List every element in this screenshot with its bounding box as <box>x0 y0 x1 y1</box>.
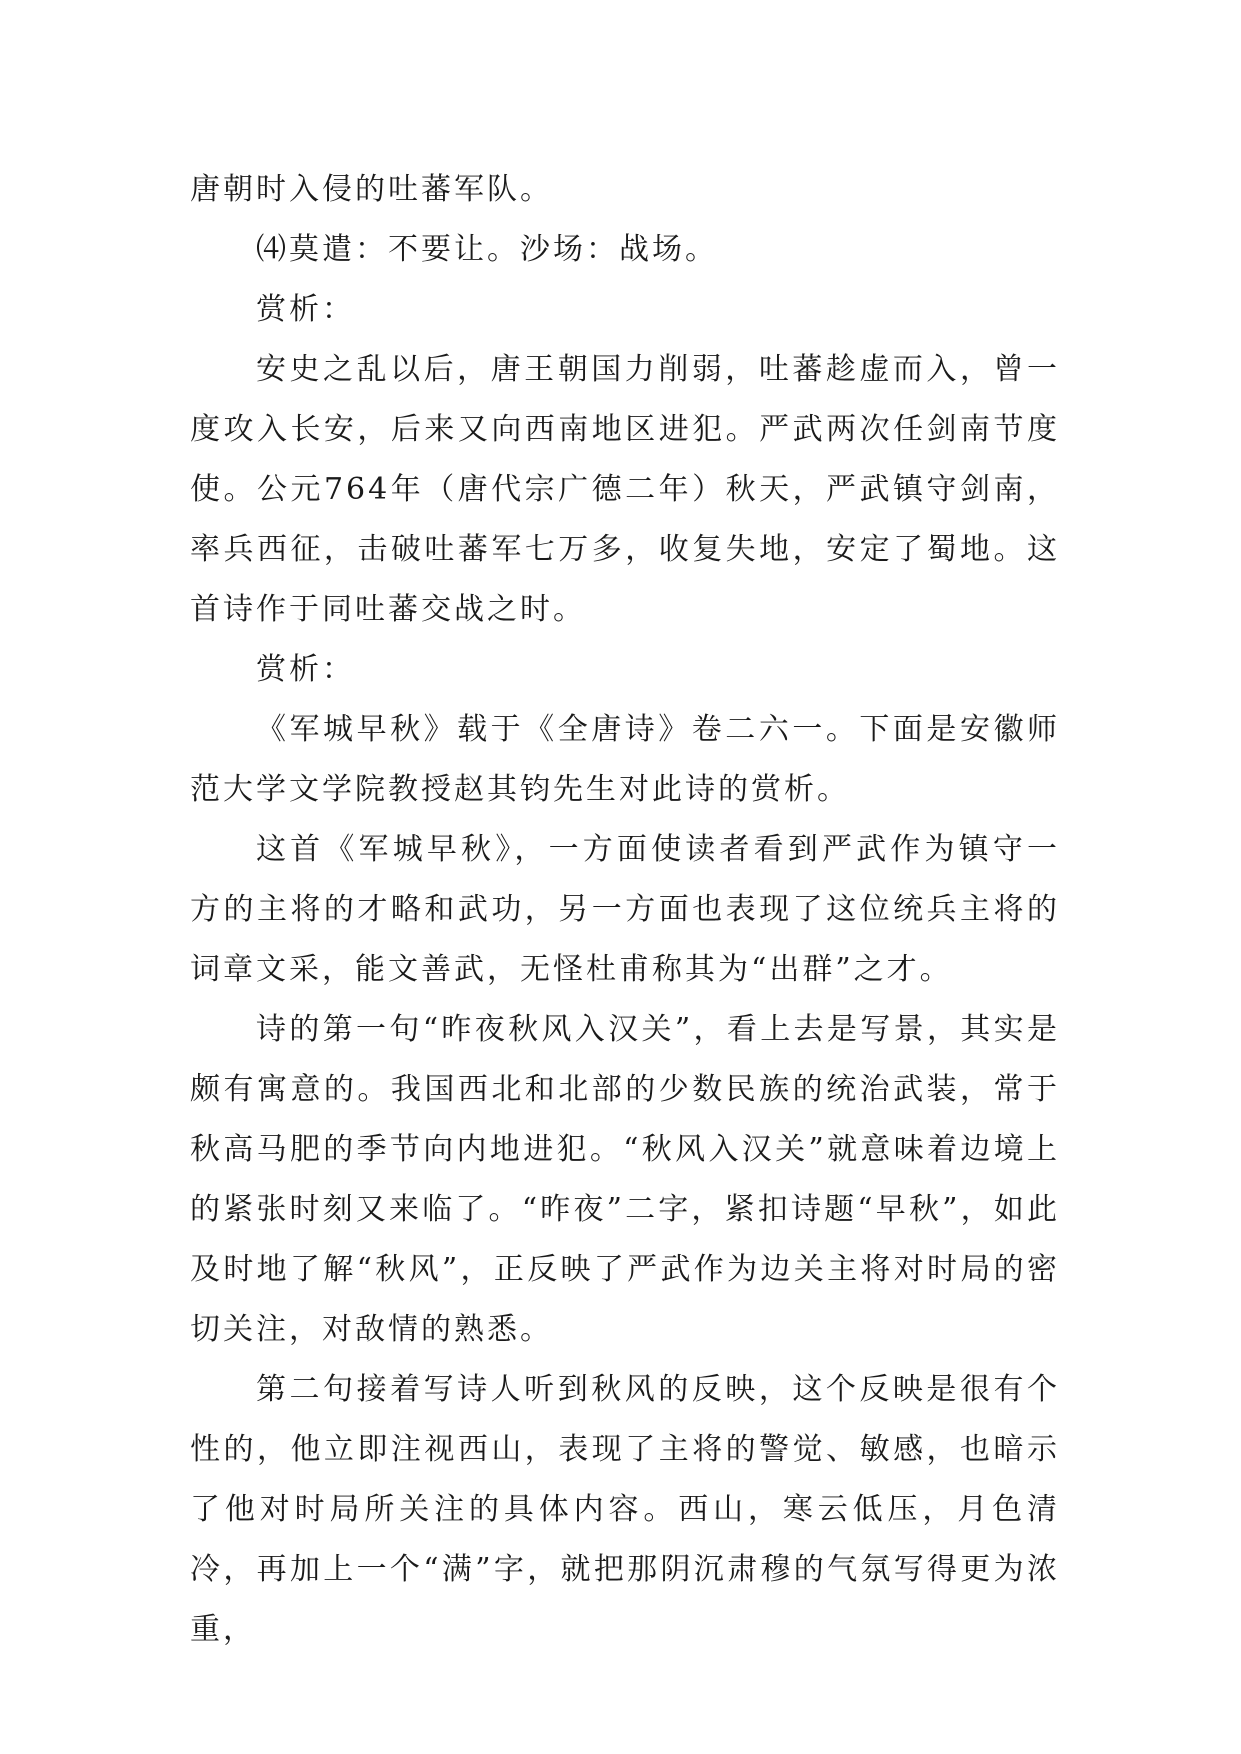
paragraph-first-line: 诗的第一句“昨夜秋风入汉关”，看上去是写景，其实是颇有寓意的。我国西北和北部的少数民族的统治武装，常于秋高马肥的季节向内地进犯。“秋风入汉关”就意味着边境上的紧张时刻又来临了。“昨夜”二字，紧扣诗题“早秋”，如此及时地了解“秋风”，正反映了严武作为边关主将对时局的密切关注，对敌情的熟悉。 <box>190 1012 1060 1347</box>
paragraph-source: 《军城早秋》载于《全唐诗》卷二六一。下面是安徽师范大学文学院教授赵其钧先生对此诗的赏析。 <box>190 712 1060 807</box>
paragraph-heading-appreciation: 赏析： <box>256 292 355 327</box>
paragraph-annotation-4: ⑷莫遣：不要让。沙场：战场。 <box>256 232 718 267</box>
body-text <box>190 160 1060 1660</box>
paragraph-second-line: 第二句接着写诗人听到秋风的反映，这个反映是很有个性的，他立即注视西山，表现了主将的警觉、敏感，也暗示了他对时局所关注的具体内容。西山，寒云低压，月色清冷，再加上一个“满”字，就把那阴沉肃穆的气氛写得更为浓重， <box>190 1372 1060 1647</box>
paragraph-overview: 这首《军城早秋》，一方面使读者看到严武作为镇守一方的主将的才略和武功，另一方面也表现了这位统兵主将的词章文采，能文善武，无怪杜甫称其为“出群”之才。 <box>190 832 1060 987</box>
paragraph-continuation: 唐朝时入侵的吐蕃军队。 <box>190 172 553 207</box>
paragraph-heading-appreciation-2: 赏析： <box>256 652 355 687</box>
paragraph-background: 安史之乱以后，唐王朝国力削弱，吐蕃趁虚而入，曾一度攻入长安，后来又向西南地区进犯。严武两次任剑南节度使。公元764年（唐代宗广德二年）秋天，严武镇守剑南，率兵西征，击破吐蕃军七万多，收复失地，安定了蜀地。这首诗作于同吐蕃交战之时。 <box>190 352 1060 627</box>
